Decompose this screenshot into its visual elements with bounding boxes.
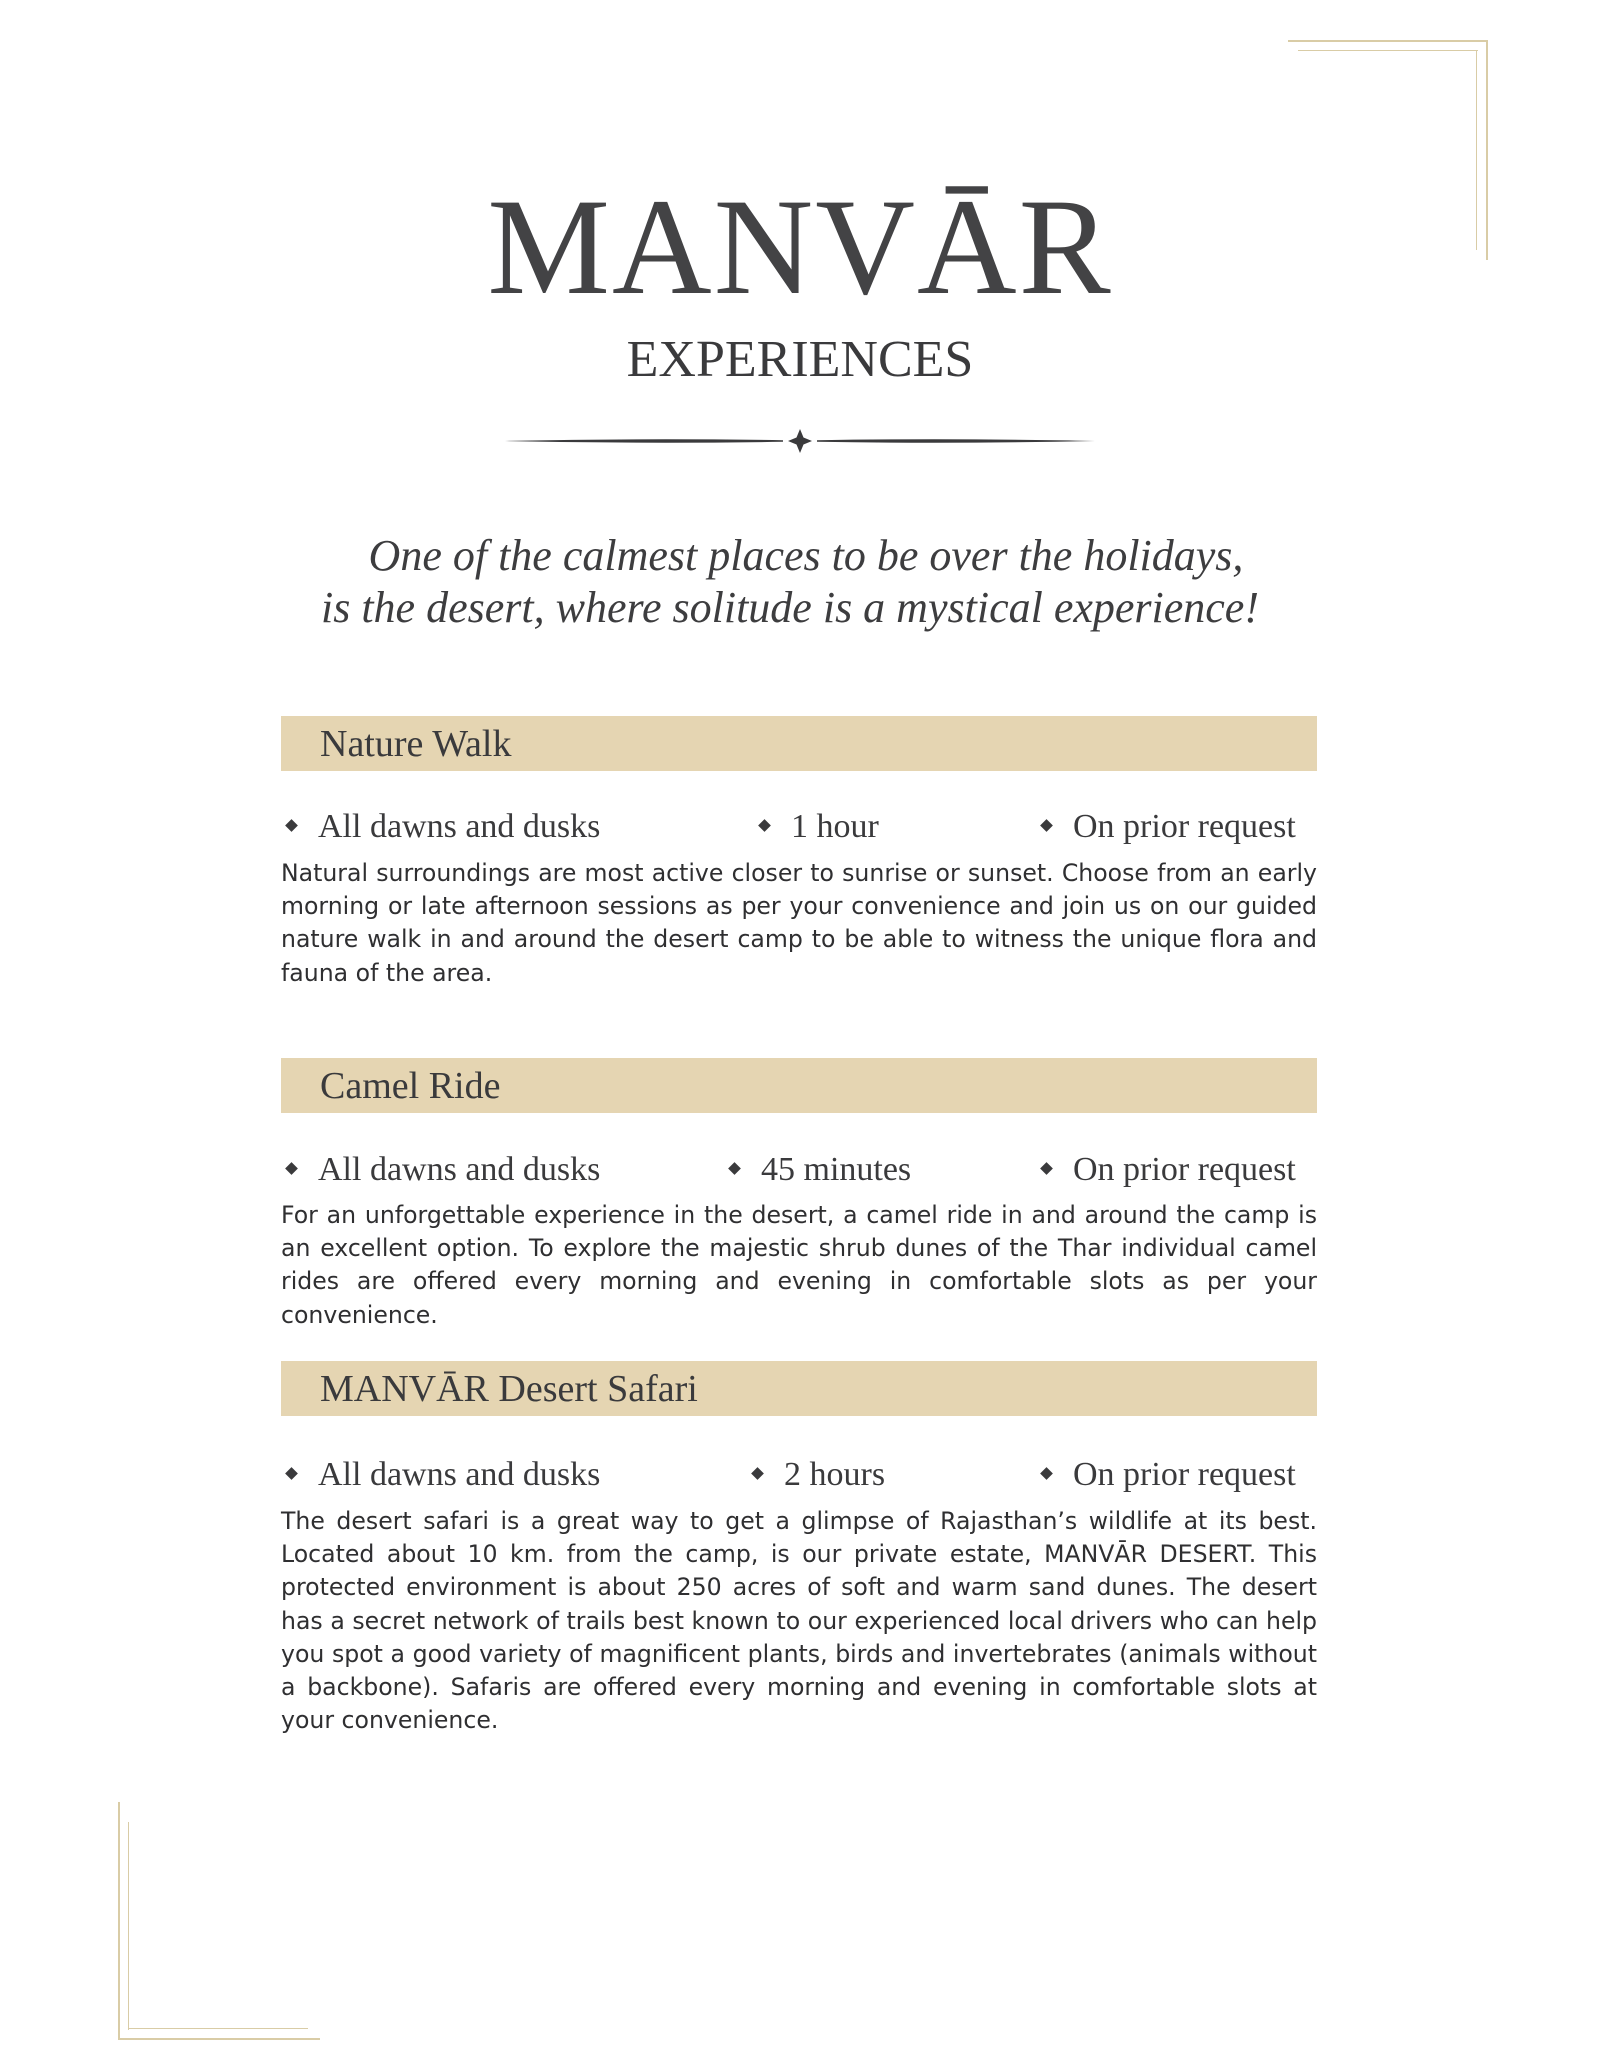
diamond-bullet-icon — [751, 1467, 764, 1480]
diamond-bullet-icon — [758, 819, 771, 832]
diamond-bullet-icon — [1040, 819, 1053, 832]
section-header-nature-walk — [281, 716, 1317, 771]
timing-item: All dawns and dusks — [287, 807, 600, 847]
diamond-bullet-icon — [1040, 1162, 1053, 1175]
section-description: Natural surroundings are most active closer to sunrise or sunset. Choose from an early morning or late afternoon sessions as per your convenience and join us on our guided nature walk in and around the desert camp to be able to witness the unique flora and fauna of the area. — [281, 859, 1317, 987]
section-title: Camel Ride — [320, 1065, 501, 1107]
tagline-line-1: One of the calmest places to be over the holidays, — [368, 531, 1244, 580]
duration-item: 45 minutes — [730, 1150, 911, 1190]
duration-item: 2 hours — [753, 1455, 885, 1495]
tagline-line-2: is the desert, where solitude is a mystical experience! — [320, 583, 1259, 632]
section-header-camel-ride — [281, 1058, 1317, 1113]
page-subtitle: EXPERIENCES — [626, 331, 974, 388]
timing-item: All dawns and dusks — [287, 1455, 600, 1495]
section-title: Nature Walk — [320, 723, 512, 765]
diamond-bullet-icon — [1040, 1467, 1053, 1480]
section-title: MANVĀR Desert Safari — [320, 1368, 698, 1410]
availability-item: On prior request — [1042, 1150, 1296, 1190]
timing-item: All dawns and dusks — [287, 1150, 600, 1190]
duration-item: 1 hour — [760, 807, 879, 847]
star-divider-icon — [505, 428, 1095, 454]
diamond-bullet-icon — [285, 819, 298, 832]
tagline — [0, 530, 1600, 634]
availability-item: On prior request — [1042, 1455, 1296, 1495]
diamond-bullet-icon — [285, 1467, 298, 1480]
section-description: For an unforgettable experience in the desert, a camel ride in and around the camp is an excellent option. To explore the majestic shrub dunes of the Thar individual camel rides are offered every morning and evening in comfortable slots as per your convenience. — [281, 1201, 1317, 1329]
availability-item: On prior request — [1042, 807, 1296, 847]
section-header-desert-safari — [281, 1361, 1317, 1416]
diamond-bullet-icon — [285, 1162, 298, 1175]
brand-title: MANVĀR — [487, 170, 1113, 323]
section-description: The desert safari is a great way to get a glimpse of Rajasthan’s wildlife at its best. Located about 10 km. from the camp, is our private estate, MANVĀR DESERT. This protected environment is about 250 acres of soft and warm sand dunes. The desert has a secret network of trails best known to our experienced local drivers who can help you spot a good variety of magnificent plants, birds and invertebrates (animals without a backbone). Safaris are offered every morning and evening in comfortable slots at your convenience. — [281, 1507, 1317, 1735]
diamond-bullet-icon — [728, 1162, 741, 1175]
bottom-left-corner-frame — [118, 1802, 320, 2040]
